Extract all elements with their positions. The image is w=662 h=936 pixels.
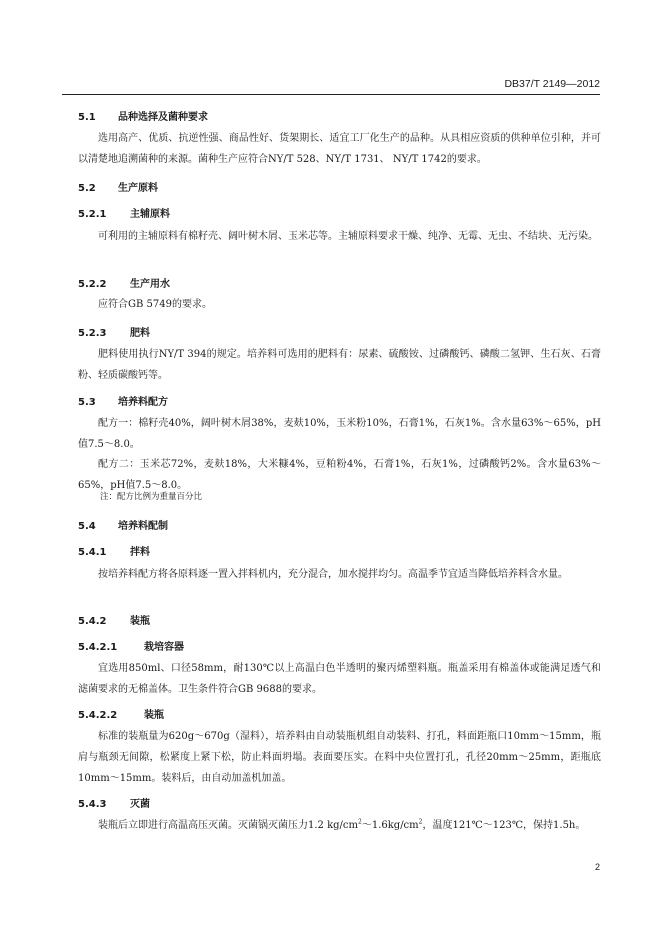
section-heading-5-4-2: 5.4.2 装瓶 <box>78 616 150 627</box>
section-heading-5-3: 5.3 培养料配方 <box>78 397 168 408</box>
section-heading-5-1: 5.1 品种选择及菌种要求 <box>78 112 208 123</box>
section-heading-5-2: 5.2 生产原料 <box>78 183 158 194</box>
standard-code: DB37/T 2149—2012 <box>504 78 600 90</box>
section-heading-5-4-3: 5.4.3 灭菌 <box>78 799 150 810</box>
section-heading-5-2-3: 5.2.3 肥料 <box>78 328 150 339</box>
paragraph-5-2-1: 可利用的主辅原料有棉籽壳、阔叶树木屑、玉米芯等。主辅原料要求干燥、纯净、无霉、无虫、不结块、无污染。 <box>98 231 598 242</box>
page-number: 2 <box>594 862 600 872</box>
formula-note: 注：配方比例为重量百分比 <box>100 492 203 502</box>
section-heading-5-2-2: 5.2.2 生产用水 <box>78 279 170 290</box>
section-heading-5-4: 5.4 培养料配制 <box>78 521 168 532</box>
paragraph-5-4-2-1: 宜选用850ml、口径58mm，耐130℃以上高温白色半透明的聚丙烯塑料瓶。瓶盖采用有棉盖体或能满足透气和滤菌要求的无棉盖体。卫生条件符合GB 9688的要求。 <box>78 663 601 695</box>
section-heading-5-4-2-2: 5.4.2.2 装瓶 <box>78 710 164 721</box>
section-heading-5-2-1: 5.2.1 主辅原料 <box>78 209 170 220</box>
paragraph-5-4-3: 装瓶后立即进行高温高压灭菌。灭菌锅灭菌压力1.2 $kg/cm^2\sim 1.6kg/cm^2$，温度121℃～123℃，保持1.5h。 <box>98 818 586 831</box>
paragraph-5-1: 选用高产、优质、抗逆性强、商品性好、货架期长、适宜工厂化生产的品种。从具相应资质的供种单位引种，并可以清楚地追溯菌种的来源。菌种生产应符合NY/T 528、NY/T 1731、 NY/T 1742的要求。 <box>78 133 601 165</box>
paragraph-5-4-2-2: 标准的装瓶量为620g～670g（湿料），培养料由自动装瓶机组自动装料、打孔，料面距瓶口10mm～15mm，瓶肩与瓶颈无间隙，松紧度上紧下松，防止料面坍塌。表面要压实。在料中央位置打孔，孔径20mm～25mm，距瓶底10mm～15mm。装料后，由自动加盖机加盖。 <box>78 731 601 784</box>
paragraph-5-2-3: 肥料使用执行NY/T 394的规定。培养料可选用的肥料有：尿素、硫酸铵、过磷酸钙、磷酸二氢钾、生石灰、石膏粉、轻质碳酸钙等。 <box>78 349 601 381</box>
formula-one: 配方一：棉籽壳40%，阔叶树木屑38%，麦麸10%，玉米粉10%，石膏1%，石灰1%。含水量63%～65%，pH值7.5～8.0。 <box>78 418 601 450</box>
paragraph-5-4-1: 按培养料配方将各原料逐一置入拌料机内，充分混合，加水搅拌均匀。高温季节宜适当降低培养料含水量。 <box>98 569 568 580</box>
header-divider <box>62 94 600 95</box>
formula-two: 配方二：玉米芯72%，麦麸18%，大米糠4%，豆粕粉4%，石膏1%，石灰1%，过磷酸钙2%。含水量63%～65%，pH值7.5～8.0。 <box>78 459 601 491</box>
section-heading-5-4-1: 5.4.1 拌料 <box>78 547 150 558</box>
paragraph-5-2-2: 应符合GB 5749的要求。 <box>98 299 212 310</box>
section-heading-5-4-2-1: 5.4.2.1 栽培容器 <box>78 642 184 653</box>
